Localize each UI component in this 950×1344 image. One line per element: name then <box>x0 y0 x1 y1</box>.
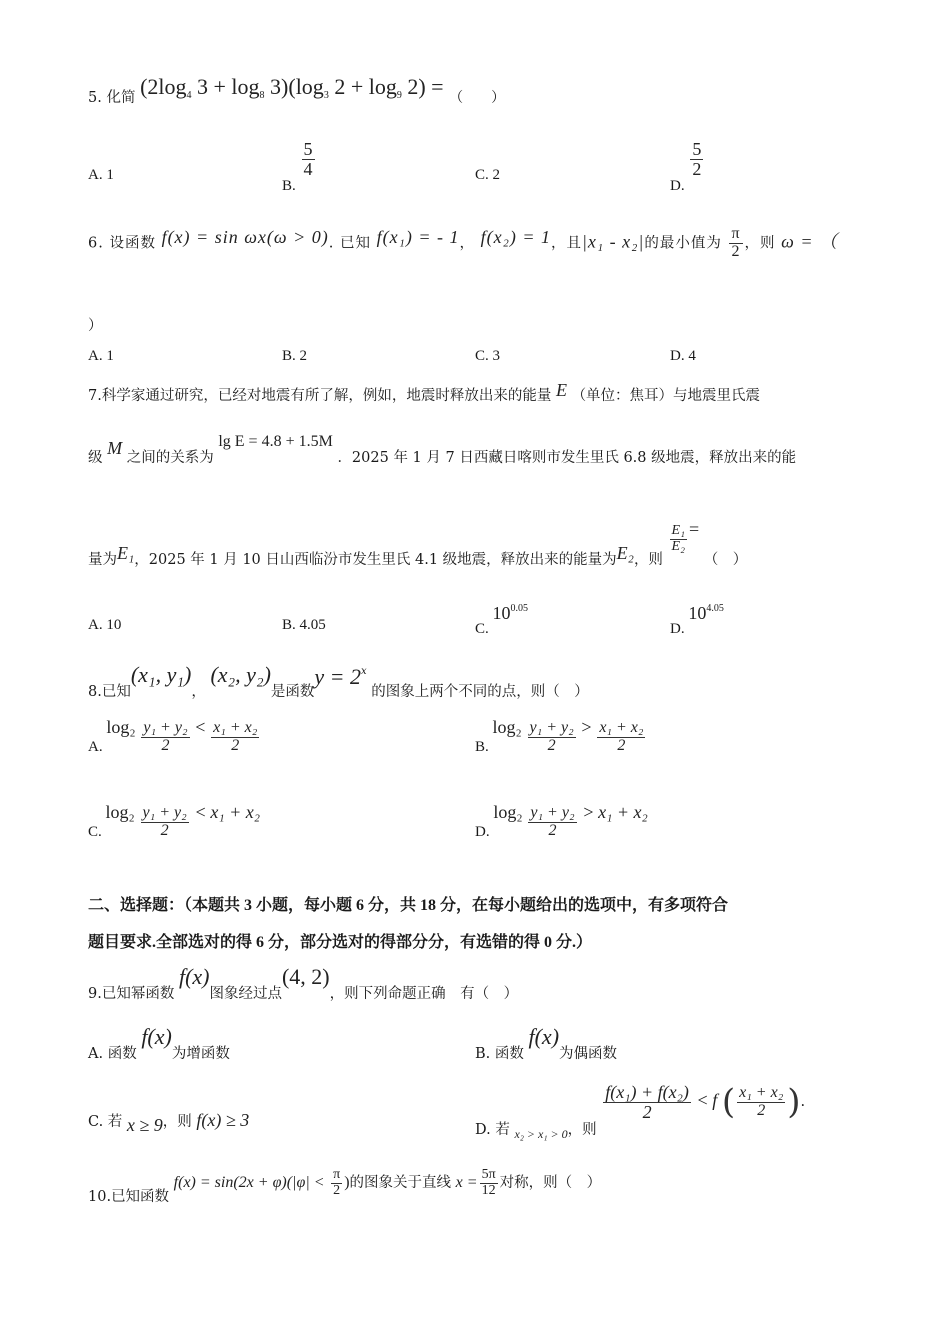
q8-option-a[interactable]: A. log₂ $\frac{\text{y₁ + y₂}}{2}$ < $\frac{\text{x₁ + x₂}}{2}$ <box>88 716 258 755</box>
section-2-heading-line-1: 二、选择题：（本题共 3 小题，每小题 6 分，共 18 分，在每小题给出的选项中，有多项符合 <box>88 897 729 914</box>
formula: lg E = 4.8 + 1.5M <box>218 433 333 450</box>
math-expression: ($2\log_4$ $3 + \log_8 3)(\log_3$ $2 + \log_9 2$) = <box>140 74 444 101</box>
q6-option-c[interactable]: C. 3 <box>475 348 501 364</box>
answer-blank: （ ） <box>449 91 506 106</box>
q6-option-d[interactable]: D. 4 <box>670 348 696 364</box>
q7-option-b[interactable]: B. 4.05 <box>282 617 326 633</box>
fraction: $\frac{5}{4}$ <box>303 139 313 179</box>
question-6-stem: 6. 设函数 f(x) = sin ωx(ω > 0). 已知 f(x₁) = - 1， f(x₂) = 1，且|x₁ - x₂|的最小值为 $\frac{\pi}{2}$ ，则 ω = （ <box>88 225 839 260</box>
q8-option-c[interactable]: C. log₂ $\frac{\text{y₁ + y₂}}{2}$ < x₁ + x₂ <box>88 801 260 840</box>
q7-option-c[interactable]: C. $10^{0.05}$ <box>475 603 529 637</box>
q6-option-b[interactable]: B. 2 <box>282 348 308 364</box>
q7-option-d[interactable]: D. $10^{4.05}$ <box>670 603 724 637</box>
q5-option-c[interactable]: C. 2 <box>475 167 501 183</box>
section-2-heading-line-2: 题目要求.全部选对的得 6 分，部分选对的得部分分，有选错的得 0 分.） <box>88 934 593 951</box>
question-8-stem: 8.已知(x₁, y₁)， (x₂, y₂)是函数$y = 2^x$ 的图象上两个不同的点，则（ ） <box>88 662 589 700</box>
question-10-stem: 10.已知函数 f(x) = sin(2x + φ)(|φ| < $\frac{\pi}{2}$ )的图象关于直线 x = $\frac{5\pi}{12}$ 对称，则（ ） <box>88 1167 602 1206</box>
fraction: $\frac{5}{2}$ <box>692 139 702 179</box>
q9-option-b[interactable]: B. 函数 f(x)为偶函数 <box>475 1024 618 1062</box>
question-9-stem: 9.已知幂函数 f(x)图象经过点(4, 2)，则下列命题正确 有（ ） <box>88 964 519 1002</box>
q8-option-b[interactable]: B. log₂ $\frac{\text{y₁ + y₂}}{2}$ > $\frac{\text{x₁ + x₂}}{2}$ <box>475 716 644 755</box>
question-6-close-paren: ） <box>88 318 103 334</box>
function-definition: f(x) = sin ωx(ω > 0) <box>161 227 329 248</box>
q9-option-c[interactable]: C. 若 x ≥ 9，则 f(x) ≥ 3 <box>88 1110 250 1135</box>
q8-option-d[interactable]: D. log₂ $\frac{\text{y₁ + y₂}}{2}$ > x₁ + x₂ <box>475 801 648 840</box>
q6-option-a[interactable]: A. 1 <box>88 348 114 364</box>
question-prompt: 化简 <box>106 90 136 106</box>
q5-option-b[interactable]: B. $\frac{5}{4}$ <box>282 139 313 194</box>
question-number: 5. <box>88 90 102 106</box>
q5-option-a[interactable]: A. 1 <box>88 167 114 183</box>
question-5-stem <box>88 74 506 109</box>
q7-option-a[interactable]: A. 10 <box>88 617 122 633</box>
q9-option-d[interactable]: D. 若 $_{x_2 > x_1 > 0}$，则 $\frac{\text{f(x₁) + f(x₂)}}{2}$ < f ( $\frac{\text{x₁ + x₂}}{2}$ ). <box>475 1081 806 1141</box>
question-7-line-2: 级 M 之间的关系为 lg E = 4.8 + 1.5M ．2025 年 1 月 7 日西藏日喀则市发生里氏 6.8 级地震，释放出来的能 <box>88 433 797 466</box>
q5-option-d[interactable]: D. $\frac{5}{2}$ <box>670 139 702 194</box>
q9-option-a[interactable]: A. 函数 f(x)为增函数 <box>88 1024 230 1062</box>
question-7-line-1: 7.科学家通过研究，已经对地震有所了解，例如，地震时释放出来的能量 E （单位：焦耳）与地震里氏震 <box>88 380 761 404</box>
question-7-line-3: 量为E₁，2025 年 1 月 10 日山西临汾市发生里氏 4.1 级地震，释放出来的能量为E₂，则 $\frac{\text{E₁}}{\text{E₂}}$ = （ ） <box>88 519 748 569</box>
